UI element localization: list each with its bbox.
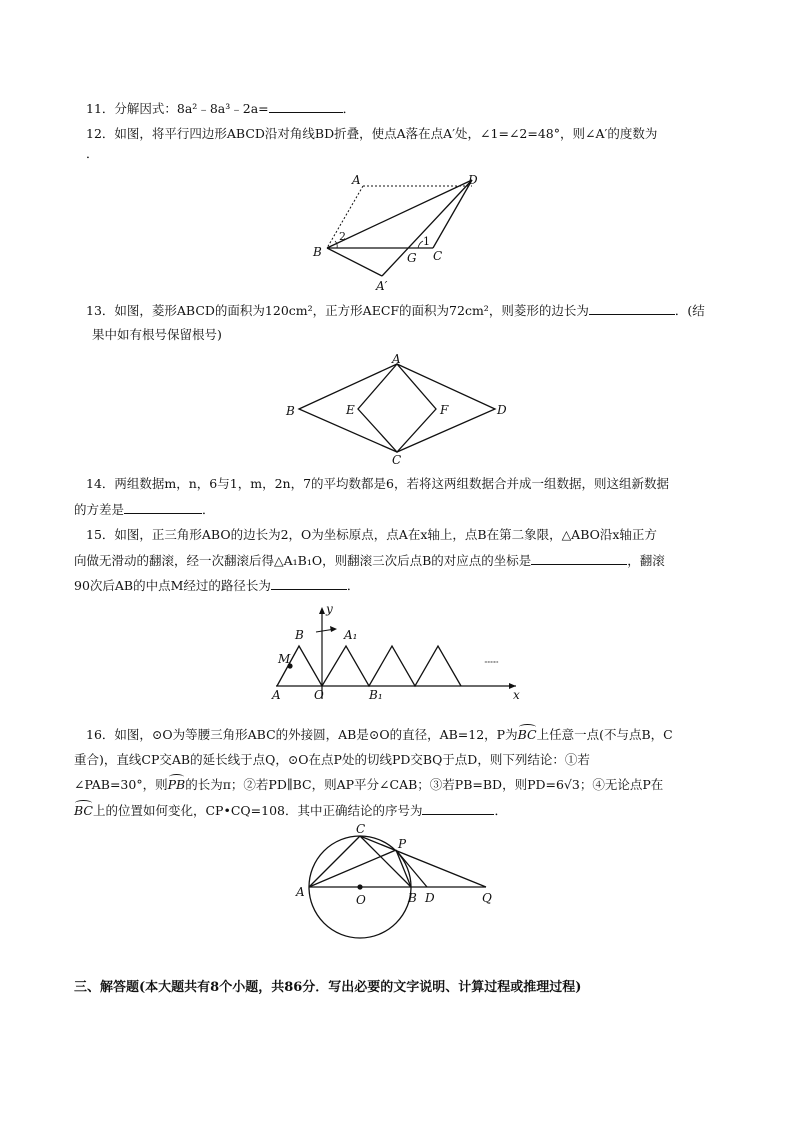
q16-arc-bc: BC bbox=[517, 727, 537, 742]
q13-label-e: E bbox=[346, 403, 355, 417]
q12-label-c: C bbox=[433, 249, 443, 263]
q14-end: ． bbox=[202, 502, 215, 517]
q12-label-a: A bbox=[352, 173, 361, 187]
q13-label-a: A bbox=[392, 352, 401, 366]
q16-text-b: 上任意一点(不与点B，C bbox=[536, 727, 673, 742]
q13-label-f: F bbox=[440, 403, 449, 417]
q16-line2: 重合)，直线CP交AB的延长线于点Q，⊙O在点P处的切线PD交BQ于点D，则下列结论：①若 bbox=[74, 752, 590, 767]
q16-blank bbox=[422, 802, 494, 815]
q16-label-c: C bbox=[356, 822, 366, 836]
q12-label-b: B bbox=[313, 245, 322, 259]
q15-label-b: B bbox=[295, 628, 304, 642]
q13-figure bbox=[282, 352, 522, 467]
q16-line4 bbox=[74, 802, 507, 819]
q16-label-p: P bbox=[398, 837, 407, 851]
q13-text-end: ．(结 bbox=[674, 303, 705, 318]
q15-line1: 15．如图，正三角形ABO的边长为2，O为坐标原点，点A在x轴上，点B在第二象限，△ABO沿x轴正方 bbox=[86, 527, 657, 542]
q14-text: 的方差是 bbox=[74, 502, 125, 517]
q16-label-a: A bbox=[296, 885, 305, 899]
q15-text-b: ，翻滚 bbox=[627, 553, 665, 568]
q15-figure bbox=[268, 603, 528, 703]
q12-label-a-prime: A′ bbox=[376, 279, 388, 293]
q15-label-x: x bbox=[513, 688, 520, 702]
q14-line1: 14．两组数据m，n，6与1，m，2n，7的平均数都是6，若将这两组数据合并成一组数据，则这组新数据 bbox=[86, 476, 669, 491]
q12-figure bbox=[300, 168, 500, 293]
q15-label-a1: A₁ bbox=[344, 628, 358, 642]
q11-text: 11．分解因式：8a²﹣8a³﹣2a= bbox=[86, 101, 269, 116]
q15-label-y: y bbox=[326, 602, 333, 616]
q16-line1 bbox=[86, 727, 673, 743]
q12-label-1: 1 bbox=[423, 235, 430, 248]
q14-line2 bbox=[74, 501, 215, 518]
q14-blank bbox=[124, 501, 202, 514]
q13-label-d: D bbox=[497, 403, 507, 417]
q12-label-d: D bbox=[468, 173, 478, 187]
q15-label-a: A bbox=[272, 688, 281, 702]
q13-label-b: B bbox=[286, 404, 295, 418]
q15-blank-1 bbox=[531, 552, 627, 565]
q16-text-c: ∠PAB=30°，则 bbox=[74, 777, 168, 792]
q15-dots: ········· bbox=[484, 658, 498, 667]
q13-line1 bbox=[86, 302, 705, 319]
q15-label-m: M bbox=[278, 652, 291, 666]
q16-label-b: B bbox=[408, 891, 417, 905]
q12-label-2: 2 bbox=[339, 230, 346, 243]
q12-line1: 12．如图，将平行四边形ABCD沿对角线BD折叠，使点A落在点A′处，∠1=∠2=48°，则∠A′的度数为 bbox=[86, 126, 658, 141]
q16-figure bbox=[290, 820, 510, 945]
q16-text-a: 16．如图，⊙O为等腰三角形ABC的外接圆，AB是⊙O的直径，AB=12，P为 bbox=[86, 727, 518, 742]
q15-blank-2 bbox=[271, 577, 347, 590]
q15-line3 bbox=[74, 577, 359, 594]
q16-arc-pb: PB bbox=[167, 777, 186, 792]
q16-line3 bbox=[74, 777, 663, 793]
q12-label-g: G bbox=[407, 251, 417, 265]
q15-line2 bbox=[74, 552, 665, 569]
q13-label-c: C bbox=[392, 453, 402, 467]
section-3-heading: 三、解答题(本大题共有8个小题，共86分．写出必要的文字说明、计算过程或推理过程) bbox=[74, 980, 582, 995]
q16-text-e: 上的位置如何变化，CP•CQ=108．其中正确结论的序号为 bbox=[92, 803, 423, 818]
q11-blank bbox=[269, 100, 343, 113]
q15-label-b1: B₁ bbox=[369, 688, 383, 702]
q15-label-o: O bbox=[314, 688, 324, 702]
q11-end: ． bbox=[342, 101, 356, 116]
q16-label-q: Q bbox=[482, 891, 492, 905]
q16-label-o: O bbox=[356, 893, 366, 907]
q15-end: ． bbox=[346, 578, 360, 593]
q15-text-c: 90次后AB的中点M经过的路径长为 bbox=[74, 578, 271, 593]
q13-text: 13．如图，菱形ABCD的面积为120cm²，正方形AECF的面积为72cm²，则菱形的边长为 bbox=[86, 303, 589, 318]
q15-text: 向做无滑动的翻滚，经一次翻滚后得△A₁B₁O，则翻滚三次后点B的对应点的坐标是 bbox=[74, 553, 532, 568]
q12-line2: ． bbox=[86, 146, 99, 161]
q16-text-d: 的长为π；②若PD∥BC，则AP平分∠CAB；③若PB=BD，则PD=6√3；④无论点P在 bbox=[185, 777, 664, 792]
q13-line2: 果中如有根号保留根号) bbox=[92, 327, 222, 342]
q16-end: ． bbox=[494, 803, 507, 818]
q13-blank bbox=[589, 302, 675, 315]
q16-arc-bc-2: BC bbox=[74, 803, 93, 818]
q16-label-d: D bbox=[425, 891, 435, 905]
q11-line bbox=[86, 100, 355, 117]
